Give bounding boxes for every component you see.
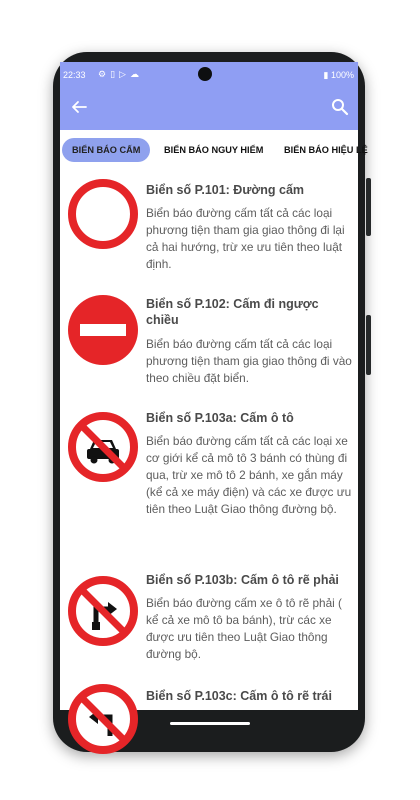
status-bar (60, 62, 358, 90)
sign-title: Biển số P.103c: Cấm ô tô rẽ trái (146, 689, 332, 703)
settings-icon: ⚙ (98, 69, 111, 79)
play-icon: ▷ (119, 69, 130, 79)
category-tabs (60, 138, 368, 162)
volume-button (366, 178, 371, 236)
list-item[interactable] (60, 678, 358, 788)
home-indicator[interactable] (170, 722, 250, 725)
sign-list (60, 172, 358, 710)
no-right-turn-icon (68, 576, 138, 646)
tab-mandatory-signs[interactable]: BIỂN BÁO HIỆU LỆ (284, 145, 368, 155)
app-screen (60, 62, 368, 710)
list-item[interactable] (60, 566, 358, 676)
sign-description: Biển báo đường cấm xe ô tô rẽ phải ( kể cả xe mô tô ba bánh), trừ các xe được ưu tiên theo Luật Giao thông đường bộ. (146, 596, 342, 661)
sign-title: Biển số P.101: Đường cấm (146, 183, 305, 197)
app-bar (60, 62, 358, 130)
list-item[interactable] (60, 172, 358, 282)
sign-description: Biển báo đường cấm tất cả các loại phương tiện tham gia giao thông đi vào theo chiều đặt biển. (146, 337, 352, 385)
battery-indicator (324, 70, 355, 81)
power-button (366, 315, 371, 375)
no-left-turn-icon (68, 684, 138, 754)
tab-prohibitory-signs[interactable]: BIỂN BÁO CẤM (62, 138, 150, 162)
status-icons (98, 69, 143, 80)
search-icon (330, 97, 350, 117)
arrow-left-icon (68, 96, 90, 118)
sign-title: Biển số P.102: Cấm đi ngược chiều (146, 297, 319, 327)
no-entry-ring-icon (68, 179, 138, 249)
list-item[interactable] (60, 404, 358, 554)
battery-icon: ▮ (323, 70, 329, 80)
list-item[interactable] (60, 288, 358, 398)
tab-warning-signs[interactable]: BIỂN BÁO NGUY HIỂM (164, 145, 264, 155)
no-car-icon (68, 412, 138, 482)
sign-description: Biển báo đường cấm tất cả các loại phương tiện tham gia giao thông đi lại cả hai hướng, trừ xe ưu tiên theo luật định. (146, 206, 345, 271)
sign-title: Biển số P.103a: Cấm ô tô (146, 411, 294, 425)
sign-title: Biển số P.103b: Cấm ô tô rẽ phải (146, 573, 339, 587)
search-button[interactable] (330, 97, 350, 117)
cloud-icon: ☁ (129, 69, 143, 79)
back-button[interactable] (68, 96, 90, 118)
no-entry-bar-icon (68, 295, 138, 365)
sign-description: Biển báo đường cấm tất cả các loại xe cơ giới kể cả mô tô 3 bánh có thùng đi qua, trừ xe mô tô 2 bánh, xe gắn máy (kể cả xe máy điện) và các xe được ưu tiên theo Luật Giao thông đường bộ. (146, 434, 352, 516)
sim-icon: ▯ (110, 69, 120, 79)
front-camera (198, 67, 212, 81)
status-time: 22:33 (63, 70, 86, 80)
battery-level: 100% (330, 70, 354, 80)
